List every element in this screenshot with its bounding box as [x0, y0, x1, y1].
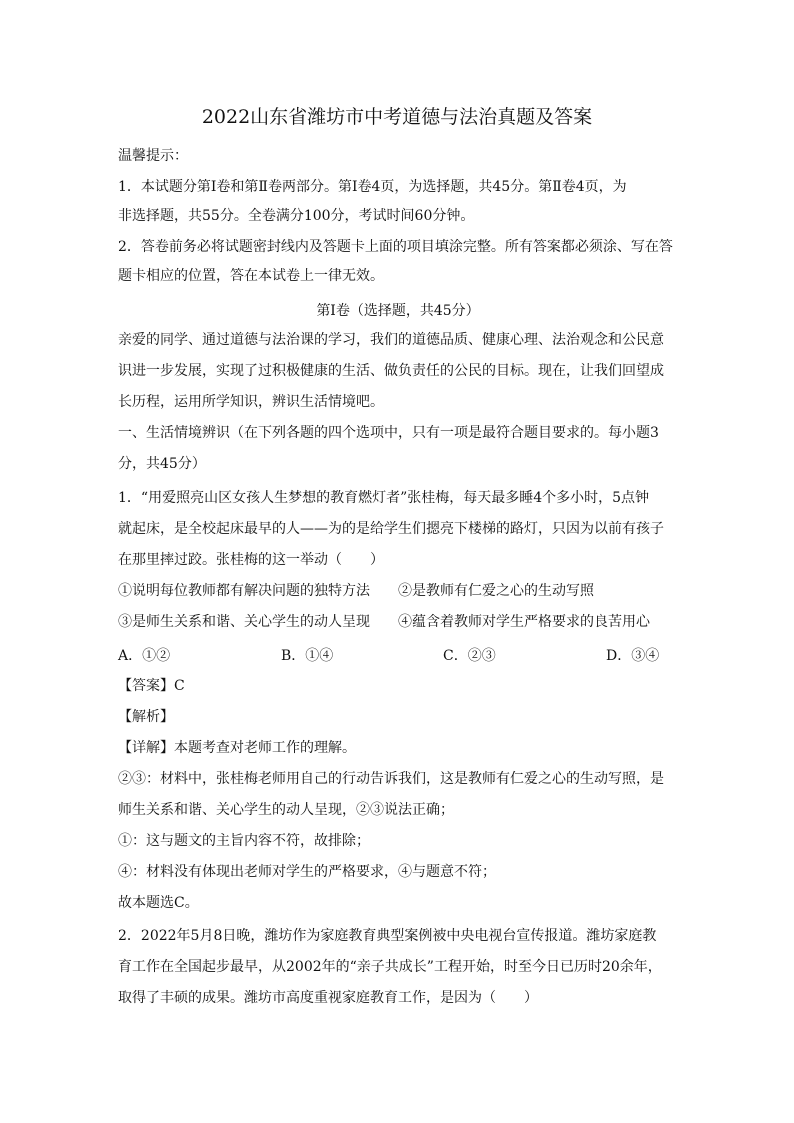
part-one-line-1: 一、生活情境辨识（在下列各题的四个选项中，只有一项是最符合题目要求的。每小题3: [118, 425, 659, 441]
q1-statement-2: ②是教师有仁爱之心的生动写照: [398, 583, 594, 599]
q1-choice-d: D．③④: [606, 648, 660, 664]
notice-item-1-line-2: 非选择题，共55分。全卷满分100分，考试时间60分钟。: [118, 208, 475, 224]
q1-stem-line-3: 在那里摔过跤。张桂梅的这一举动（ ）: [118, 552, 384, 568]
q1-answer: 【答案】C: [118, 678, 185, 694]
q1-stem-line-2: 就起床，是全校起床最早的人——为的是给学生们摁亮下楼梯的路灯，只因为以前有孩子: [118, 521, 664, 537]
intro-line-2: 识进一步发展，实现了过积极健康的生活、做负责任的公民的目标。现在，让我们回望成: [118, 363, 664, 379]
q1-explanation-line-5: 故本题选C。: [118, 895, 199, 911]
intro-line-1: 亲爱的同学、通过道德与法治课的学习，我们的道德品质、健康心理、法治观念和公民意: [118, 332, 664, 348]
q1-explanation-line-3: ①：这与题文的主旨内容不符，故排除；: [118, 833, 370, 849]
q1-explanation-line-2: 师生关系和谐、关心学生的动人呈现，②③说法正确；: [118, 802, 454, 818]
notice-item-1-line-1: 1．本试题分第Ⅰ卷和第Ⅱ卷两部分。第Ⅰ卷4页，为选择题，共45分。第Ⅱ卷4页，为: [118, 179, 627, 195]
q1-choice-a: A．①②: [118, 648, 171, 664]
q2-stem-line-2: 育工作在全国起步最早，从2002年的“亲子共成长”工程开始，时至今日已历时20余年，: [118, 959, 662, 975]
q1-explanation-line-4: ④：材料没有体现出老师对学生的严格要求，④与题意不符；: [118, 864, 496, 880]
q1-stem-line-1: 1．“用爱照亮山区女孩人生梦想的教育燃灯者”张桂梅，每天最多睡4个多小时，5点钟: [118, 490, 650, 506]
q1-statement-1: ①说明每位教师都有解决问题的独特方法: [118, 583, 370, 599]
notice-item-2-line-1: 2．答卷前务必将试题密封线内及答题卡上面的项目填涂完整。所有答案都必须涂、写在答: [118, 239, 673, 255]
intro-line-3: 长历程，运用所学知识，辨识生活情境吧。: [118, 394, 384, 410]
q1-choice-c: C．②③: [443, 648, 496, 664]
q2-stem-line-1: 2．2022年5月8日晚，潍坊作为家庭教育典型案例被中央电视台宣传报道。潍坊家庭教: [118, 928, 657, 944]
notice-heading: 温馨提示：: [118, 148, 188, 164]
page-title: 2022山东省潍坊市中考道德与法治真题及答案: [201, 106, 593, 128]
q1-statement-3: ③是师生关系和谐、关心学生的动人呈现: [118, 614, 370, 630]
q1-detail: 【详解】本题考查对老师工作的理解。: [118, 740, 356, 756]
q1-analysis-label: 【解析】: [118, 709, 174, 725]
q1-statement-4: ④蕴含着教师对学生严格要求的良苦用心: [398, 614, 650, 630]
q1-explanation-line-1: ②③：材料中，张桂梅老师用自己的行动告诉我们，这是教师有仁爱之心的生动写照，是: [118, 771, 664, 787]
q1-choice-b: B．①④: [281, 648, 334, 664]
section-title: 第Ⅰ卷（选择题，共45分）: [316, 303, 480, 319]
q2-stem-line-3: 取得了丰硕的成果。潍坊市高度重视家庭教育工作，是因为（ ）: [118, 990, 538, 1006]
notice-item-2-line-2: 题卡相应的位置，答在本试卷上一律无效。: [118, 268, 384, 284]
part-one-line-2: 分，共45分）: [118, 456, 206, 472]
